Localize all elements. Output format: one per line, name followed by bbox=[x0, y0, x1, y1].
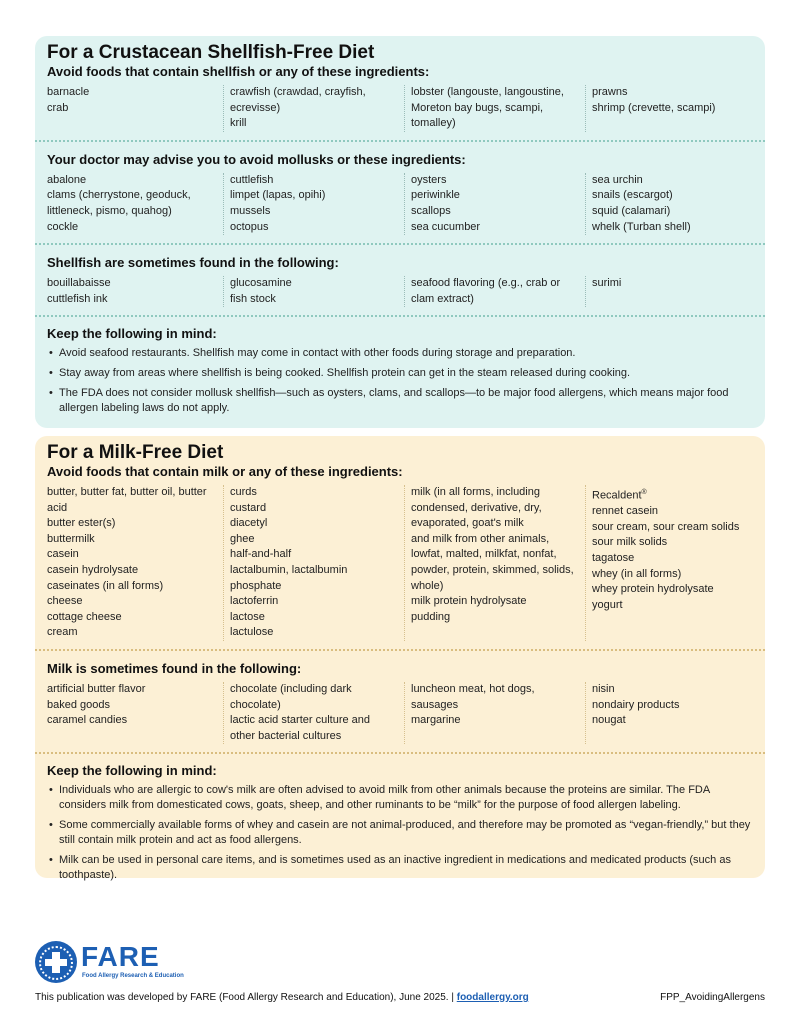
note-item: • Some commercially available forms of whey and casein are not animal-produced, and therefore may be promoted as “vegan-friendly,” but they still contain milk protein and act as food allergens. bbox=[47, 818, 753, 848]
shellfish-avoid-col-3: lobster (langouste, langoustine, Moreton bay bugs, scampi, tomalley) bbox=[411, 86, 564, 130]
milk-avoid-heading: Avoid foods that contain milk or any of these ingredients: bbox=[47, 464, 403, 479]
shellfish-avoid-heading: Avoid foods that contain shellfish or any of these ingredients: bbox=[47, 64, 430, 79]
milk-found-col-3: luncheon meat, hot dogs, sausages margarine bbox=[411, 682, 535, 727]
milk-keep-heading: Keep the following in mind: bbox=[47, 763, 217, 779]
shellfish-found-list bbox=[47, 276, 753, 307]
dotted-divider bbox=[35, 649, 765, 651]
shellfish-section bbox=[35, 36, 765, 428]
note-item: • Milk can be used in personal care items, and is sometimes used as an inactive ingredient in medications and medicated products (such as toothpaste). bbox=[47, 853, 753, 883]
note-item: • The FDA does not consider mollusk shellfish—such as oysters, clams, and scallops—to be major food allergens, which means major food allergen labeling laws do not apply. bbox=[47, 386, 753, 416]
milk-avoid-col-1: butter, butter fat, butter oil, butter acid butter ester(s) buttermilk casein casein hydrolysate caseinates (in all forms) cheese cottage cheese cream bbox=[47, 486, 207, 639]
logo-tagline: Food Allergy Research & Education bbox=[82, 973, 184, 979]
dotted-divider bbox=[35, 315, 765, 317]
milk-found-col-1: artificial butter flavor baked goods caramel candies bbox=[47, 682, 146, 727]
milk-avoid-list bbox=[47, 485, 753, 641]
milk-avoid-col-3: milk (in all forms, including condensed, derivative, dry, evaporated, goat's milk and milk from other animals, lowfat, malted, milkfat, nonfat, powder, protein, skimmed, solids, whole) milk protein hydrolysate pudding bbox=[411, 486, 574, 623]
milk-avoid-col-2: curds custard diacetyl ghee half-and-half lactalbumin, lactalbumin phosphate lactoferrin lactose lactulose bbox=[230, 486, 348, 639]
foodallergy-link[interactable]: foodallergy.org bbox=[456, 992, 529, 1003]
dotted-divider bbox=[35, 243, 765, 245]
shellfish-avoid-list bbox=[47, 85, 753, 132]
shellfish-found-col-1: bouillabaisse cuttlefish ink bbox=[47, 277, 111, 305]
shellfish-avoid-col-1: barnacle crab bbox=[47, 86, 90, 114]
shellfish-avoid-col-4: prawns shrimp (crevette, scampi) bbox=[592, 86, 716, 114]
milk-notes bbox=[47, 783, 753, 883]
recaldent-item: Recaldent® bbox=[592, 489, 647, 502]
milk-avoid-col-4: Recaldent® rennet casein sour cream, sour cream solids sour milk solids tagatose whey (in all forms) whey protein hydrolysate yogurt bbox=[590, 485, 750, 641]
footer-publication bbox=[35, 992, 529, 1003]
shellfish-title: For a Crustacean Shellfish-Free Diet bbox=[47, 42, 375, 63]
mollusk-col-4: sea urchin snails (escargot) squid (calamari) whelk (Turban shell) bbox=[592, 173, 691, 233]
milk-found-col-2: chocolate (including dark chocolate) lactic acid starter culture and other bacterial cultures bbox=[230, 682, 371, 742]
mollusk-col-1: abalone clams (cherrystone, geoduck, littleneck, pismo, quahog) cockle bbox=[47, 173, 191, 233]
shellfish-avoid-col-2: crawfish (crawdad, crayfish, ecrevisse) krill bbox=[230, 86, 366, 130]
fare-logo bbox=[35, 940, 185, 986]
milk-section bbox=[35, 436, 765, 882]
mollusk-list bbox=[47, 173, 753, 235]
shellfish-notes bbox=[47, 346, 753, 416]
document-code: FPP_AvoidingAllergens bbox=[660, 992, 765, 1003]
note-item: • Individuals who are allergic to cow's milk are often advised to avoid milk from other animals because the proteins are similar. The FDA considers milk from domesticated cows, goats, sheep, and other ruminants to be “milk” for the purpose of food allergen labeling. bbox=[47, 783, 753, 813]
shellfish-keep-heading: Keep the following in mind: bbox=[47, 326, 217, 342]
mollusk-heading: Your doctor may advise you to avoid mollusks or these ingredients: bbox=[47, 151, 466, 167]
mollusk-col-2: cuttlefish limpet (lapas, opihi) mussels octopus bbox=[230, 173, 326, 233]
shellfish-found-heading: Shellfish are sometimes found in the following: bbox=[47, 255, 339, 271]
mollusk-col-3: oysters periwinkle scallops sea cucumber bbox=[411, 173, 481, 233]
milk-title: For a Milk-Free Diet bbox=[47, 442, 224, 463]
shellfish-found-col-4: surimi bbox=[592, 277, 622, 290]
milk-found-list bbox=[47, 682, 753, 744]
shellfish-found-col-2: glucosamine fish stock bbox=[230, 277, 292, 305]
dotted-divider bbox=[35, 140, 765, 142]
note-item: • Stay away from areas where shellfish is being cooked. Shellfish protein can get in the steam released during cooking. bbox=[47, 366, 753, 381]
dotted-divider bbox=[35, 752, 765, 754]
shellfish-found-col-3: seafood flavoring (e.g., crab or clam extract) bbox=[411, 277, 561, 305]
fare-cross-icon bbox=[35, 941, 77, 983]
milk-found-heading: Milk is sometimes found in the following: bbox=[47, 660, 302, 676]
publication-text: This publication was developed by FARE (Food Allergy Research and Education), June 2025. | bbox=[35, 992, 454, 1003]
milk-found-col-4: nisin nondairy products nougat bbox=[592, 682, 680, 727]
note-item: • Avoid seafood restaurants. Shellfish may come in contact with other foods during storage and preparation. bbox=[47, 346, 753, 361]
logo-wordmark: FARE bbox=[81, 941, 160, 972]
